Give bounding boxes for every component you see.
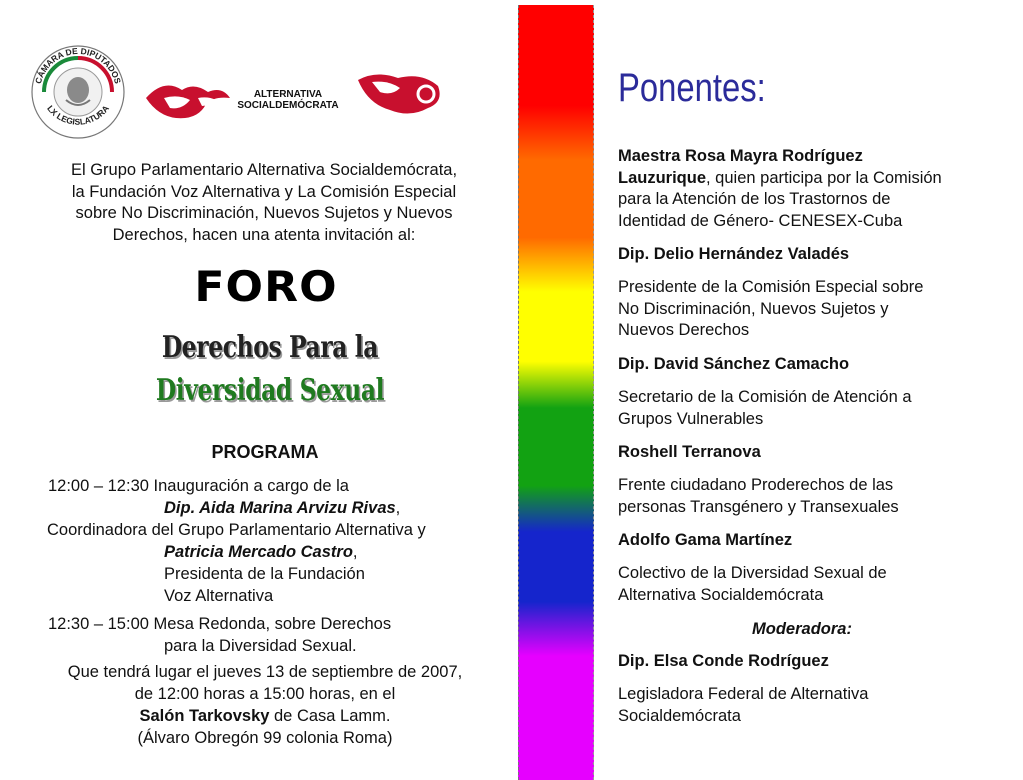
- event-subtitle-line2: Diversidad Sexual: [155, 373, 385, 408]
- party-name-line1: ALTERNATIVA: [253, 89, 323, 100]
- ponente-6-name: Dip. Elsa Conde Rodríguez: [618, 652, 829, 670]
- venue-line1: Que tendrá lugar el jueves 13 de septiembre de 2007,: [67, 663, 463, 681]
- programa-item1-time: 12:00 – 12:30: [48, 477, 149, 495]
- intro-line: El Grupo Parlamentario Alternativa Socialdemócrata,: [70, 161, 458, 179]
- ponente-5-name: Adolfo Gama Martínez: [618, 531, 793, 549]
- camara-diputados-seal-logo: [28, 40, 128, 140]
- programa-item1-speaker2-name: Patricia Mercado Castro: [164, 543, 353, 561]
- ponente-5-desc: [618, 563, 988, 606]
- event-subtitle-line1: Derechos Para la: [161, 330, 379, 365]
- venue-place-rest: de Casa Lamm.: [269, 707, 391, 725]
- programa-item1-role2a: Presidenta de la Fundación: [164, 565, 365, 583]
- programa-item2-line2: para la Diversidad Sexual.: [164, 637, 357, 655]
- programa-item1-line1: [48, 476, 349, 498]
- ponente-1: [618, 146, 988, 232]
- programa-item1-speaker2: Patricia Mercado Castro,: [164, 543, 358, 561]
- ponente-6-desc: [618, 684, 988, 727]
- ponente-2-desc: [618, 277, 988, 342]
- programa-item1-speaker-name: Dip. Aida Marina Arvizu Rivas: [164, 499, 396, 517]
- ponente-1-desc-c: Identidad de Género- CENESEX-Cuba: [618, 211, 903, 230]
- intro-line: sobre No Discriminación, Nuevos Sujetos y Nuevos: [75, 204, 453, 222]
- ponente-3-name: Dip. David Sánchez Camacho: [618, 355, 850, 373]
- programa-item1-role: Coordinadora del Grupo Parlamentario Alternativa y: [47, 521, 426, 539]
- party-name-logo-text: [230, 89, 346, 111]
- event-title: FORO: [194, 262, 338, 311]
- seal-top-text: CÁMARA DE DIPUTADOS: [33, 45, 123, 85]
- programa-item1-text: Inauguración a cargo de la: [153, 477, 349, 495]
- programa-item2-line1: [48, 614, 391, 636]
- ponente-5-desc-line: Alternativa Socialdemócrata: [618, 585, 824, 604]
- party-hand-right-logo: [352, 68, 444, 120]
- ponente-3-desc-line: Secretario de la Comisión de Atención a: [618, 388, 912, 406]
- ponente-1-line2: [618, 168, 988, 190]
- ponente-1-name-line2: Lauzurique: [618, 168, 707, 187]
- venue-line2: de 12:00 horas a 15:00 horas, en el: [134, 685, 396, 703]
- seal-bottom-text: LX LEGISLATURA: [45, 103, 111, 127]
- moderadora-label: Moderadora:: [752, 620, 852, 638]
- intro-line: la Fundación Voz Alternativa y La Comisión Especial: [71, 182, 457, 201]
- party-name-line2: SOCIALDEMÓCRATA: [237, 100, 339, 111]
- programa-item1-role2b: Voz Alternativa: [164, 587, 274, 605]
- ponente-6-desc-line: Socialdemócrata: [618, 706, 741, 725]
- ponente-1-desc-a: , quien participa por la Comisión: [706, 168, 942, 187]
- venue-address: (Álvaro Obregón 99 colonia Roma): [137, 729, 393, 747]
- programa-item1-speaker: Dip. Aida Marina Arvizu Rivas,: [164, 499, 401, 517]
- ponente-3-desc: [618, 387, 988, 430]
- ponente-4-desc: [618, 475, 988, 518]
- ponente-1-name-line1: Maestra Rosa Mayra Rodríguez: [618, 147, 863, 165]
- ponentes-heading: Ponentes:: [618, 66, 766, 110]
- ponente-2-name: Dip. Delio Hernández Valadés: [618, 245, 850, 263]
- ponente-6-desc-line: Legisladora Federal de Alternativa: [618, 685, 869, 703]
- ponente-2-desc-line: Nuevos Derechos: [618, 321, 750, 339]
- ponente-4-desc-line: personas Transgénero y Transexuales: [618, 497, 899, 516]
- venue-place-name: Salón Tarkovsky: [139, 707, 270, 725]
- programa-heading: PROGRAMA: [211, 442, 319, 462]
- venue-place: [30, 705, 500, 727]
- programa-item2-time: 12:30 – 15:00: [48, 615, 149, 633]
- programa-item2-text: Mesa Redonda, sobre Derechos: [153, 615, 392, 633]
- ponente-1-desc-b: para la Atención de los Trastornos de: [618, 190, 891, 208]
- ponente-5-desc-line: Colectivo de la Diversidad Sexual de: [618, 564, 887, 582]
- invitation-intro: [40, 160, 488, 246]
- intro-line: Derechos, hacen una atenta invitación al:: [112, 225, 416, 244]
- party-hand-left-logo: [142, 76, 234, 126]
- ponente-4-name: Roshell Terranova: [618, 443, 761, 461]
- rainbow-divider-bar: [518, 5, 594, 780]
- ponente-2-desc-line: Presidente de la Comisión Especial sobre: [618, 278, 924, 296]
- ponente-3-desc-line: Grupos Vulnerables: [618, 409, 764, 428]
- venue-info: [30, 661, 500, 749]
- ponente-4-desc-line: Frente ciudadano Proderechos de las: [618, 476, 894, 494]
- ponente-2-desc-line: No Discriminación, Nuevos Sujetos y: [618, 299, 889, 318]
